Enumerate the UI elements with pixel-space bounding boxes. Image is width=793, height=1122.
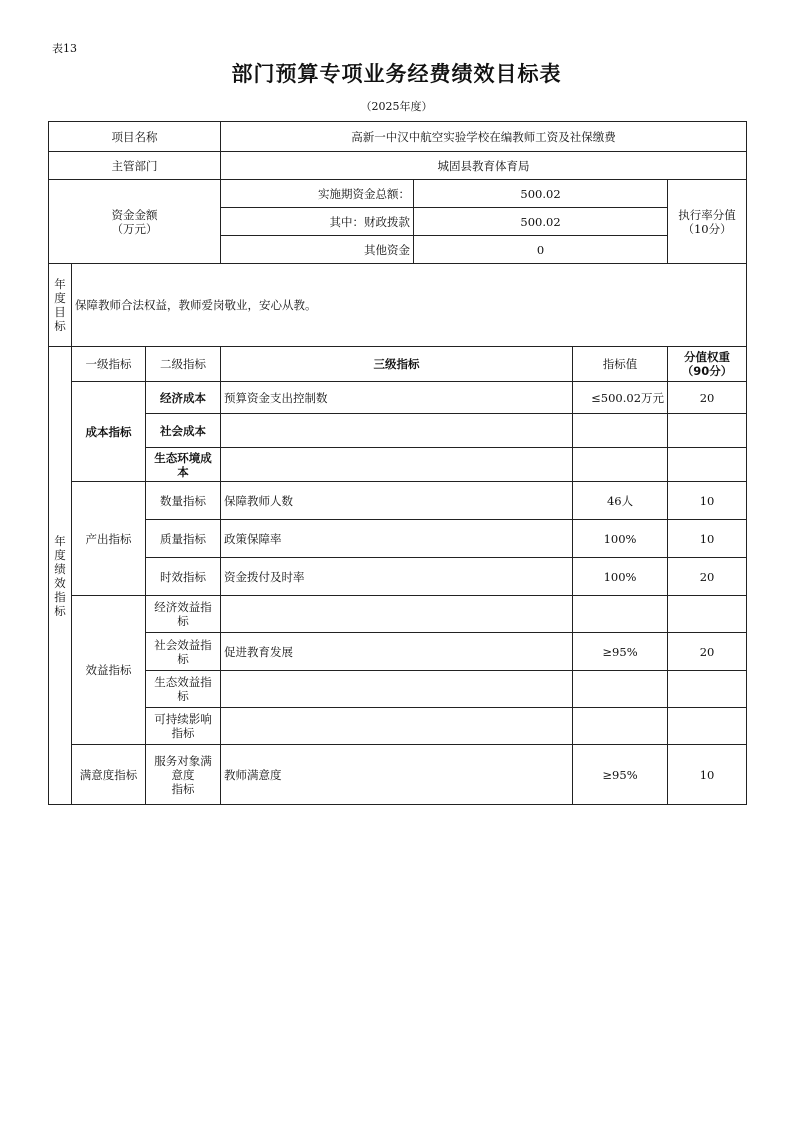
service-satisfaction-label: 服务对象满 意度 指标 <box>146 745 221 805</box>
fund-amount-label-line1: 资金金额 <box>111 207 158 222</box>
annual-goal-label: 年 度 目 标 <box>49 264 72 347</box>
satisfaction-indicator-label: 满意度指标 <box>72 745 146 805</box>
execution-score-line2: （10分） <box>682 221 732 236</box>
project-name-value: 高新一中汉中航空实验学校在编教师工资及社保缴费 <box>221 122 747 152</box>
social-benefit-value: ≥95% <box>573 633 668 671</box>
eco-cost-label: 生态环境成 本 <box>146 448 221 482</box>
satisfaction-weight: 10 <box>668 745 747 805</box>
table-row <box>49 414 747 448</box>
economic-benefit-label: 经济效益指 标 <box>146 596 221 633</box>
fund-total-row <box>49 180 747 208</box>
social-benefit-name: 促进教育发展 <box>221 633 573 671</box>
quality-indicator-name: 政策保障率 <box>221 520 573 558</box>
quantity-indicator-label: 数量指标 <box>146 482 221 520</box>
fund-total-label: 实施期资金总额： <box>221 180 414 208</box>
fund-amount-label <box>49 180 221 264</box>
table-row <box>49 448 747 482</box>
performance-goal-table <box>48 121 747 805</box>
page-title: 部门预算专项业务经费绩效目标表 <box>231 62 562 86</box>
social-cost-label: 社会成本 <box>146 414 221 448</box>
social-benefit-weight: 20 <box>668 633 747 671</box>
department-label: 主管部门 <box>49 152 221 180</box>
table-row <box>49 633 747 671</box>
fund-fiscal-value: 500.02 <box>414 208 668 236</box>
quality-indicator-weight: 10 <box>668 520 747 558</box>
execution-score-label <box>668 180 747 264</box>
fund-other-value: 0 <box>414 236 668 264</box>
output-indicator-label: 产出指标 <box>72 482 146 596</box>
satisfaction-name: 教师满意度 <box>221 745 573 805</box>
header-value: 指标值 <box>573 347 668 382</box>
economic-cost-weight: 20 <box>668 382 747 414</box>
budget-year: （2025年度） <box>360 100 433 113</box>
indicator-header-row <box>49 347 747 382</box>
satisfaction-value: ≥95% <box>573 745 668 805</box>
table-row <box>49 745 747 805</box>
execution-score-line1: 执行率分值 <box>678 207 736 222</box>
quantity-indicator-weight: 10 <box>668 482 747 520</box>
quantity-indicator-name: 保障教师人数 <box>221 482 573 520</box>
project-name-label: 项目名称 <box>49 122 221 152</box>
annual-goal-text: 保障教师合法权益，教师爱岗敬业，安心从教。 <box>72 264 747 347</box>
timeliness-indicator-label: 时效指标 <box>146 558 221 596</box>
timeliness-indicator-weight: 20 <box>668 558 747 596</box>
project-name-row <box>49 122 747 152</box>
economic-cost-label: 经济成本 <box>146 382 221 414</box>
performance-indicator-label: 年 度 绩 效 指 标 <box>49 347 72 805</box>
benefit-indicator-label: 效益指标 <box>72 596 146 745</box>
timeliness-indicator-name: 资金拨付及时率 <box>221 558 573 596</box>
table-number: 表13 <box>52 42 77 55</box>
fund-total-value: 500.02 <box>414 180 668 208</box>
annual-goal-row <box>49 264 747 347</box>
economic-cost-value: ≤500.02万元 <box>573 382 668 414</box>
header-level3: 三级指标 <box>221 347 573 382</box>
fund-other-label: 其他资金 <box>221 236 414 264</box>
table-row <box>49 482 747 520</box>
social-benefit-label: 社会效益指 标 <box>146 633 221 671</box>
quality-indicator-label: 质量指标 <box>146 520 221 558</box>
quality-indicator-value: 100% <box>573 520 668 558</box>
table-row <box>49 382 747 414</box>
department-row <box>49 152 747 180</box>
fund-amount-label-line2: （万元） <box>111 221 158 236</box>
table-row <box>49 520 747 558</box>
table-row <box>49 596 747 633</box>
eco-benefit-label: 生态效益指 标 <box>146 671 221 708</box>
sustainability-label: 可持续影响 指标 <box>146 708 221 745</box>
fund-fiscal-label: 其中：财政拨款 <box>221 208 414 236</box>
cost-indicator-label: 成本指标 <box>72 382 146 482</box>
header-level1: 一级指标 <box>72 347 146 382</box>
timeliness-indicator-value: 100% <box>573 558 668 596</box>
quantity-indicator-value: 46人 <box>573 482 668 520</box>
economic-cost-name: 预算资金支出控制数 <box>221 382 573 414</box>
header-weight: 分值权重 （90分） <box>668 347 747 382</box>
header-level2: 二级指标 <box>146 347 221 382</box>
table-row <box>49 671 747 708</box>
department-value: 城固县教育体育局 <box>221 152 747 180</box>
table-row <box>49 558 747 596</box>
table-row <box>49 708 747 745</box>
